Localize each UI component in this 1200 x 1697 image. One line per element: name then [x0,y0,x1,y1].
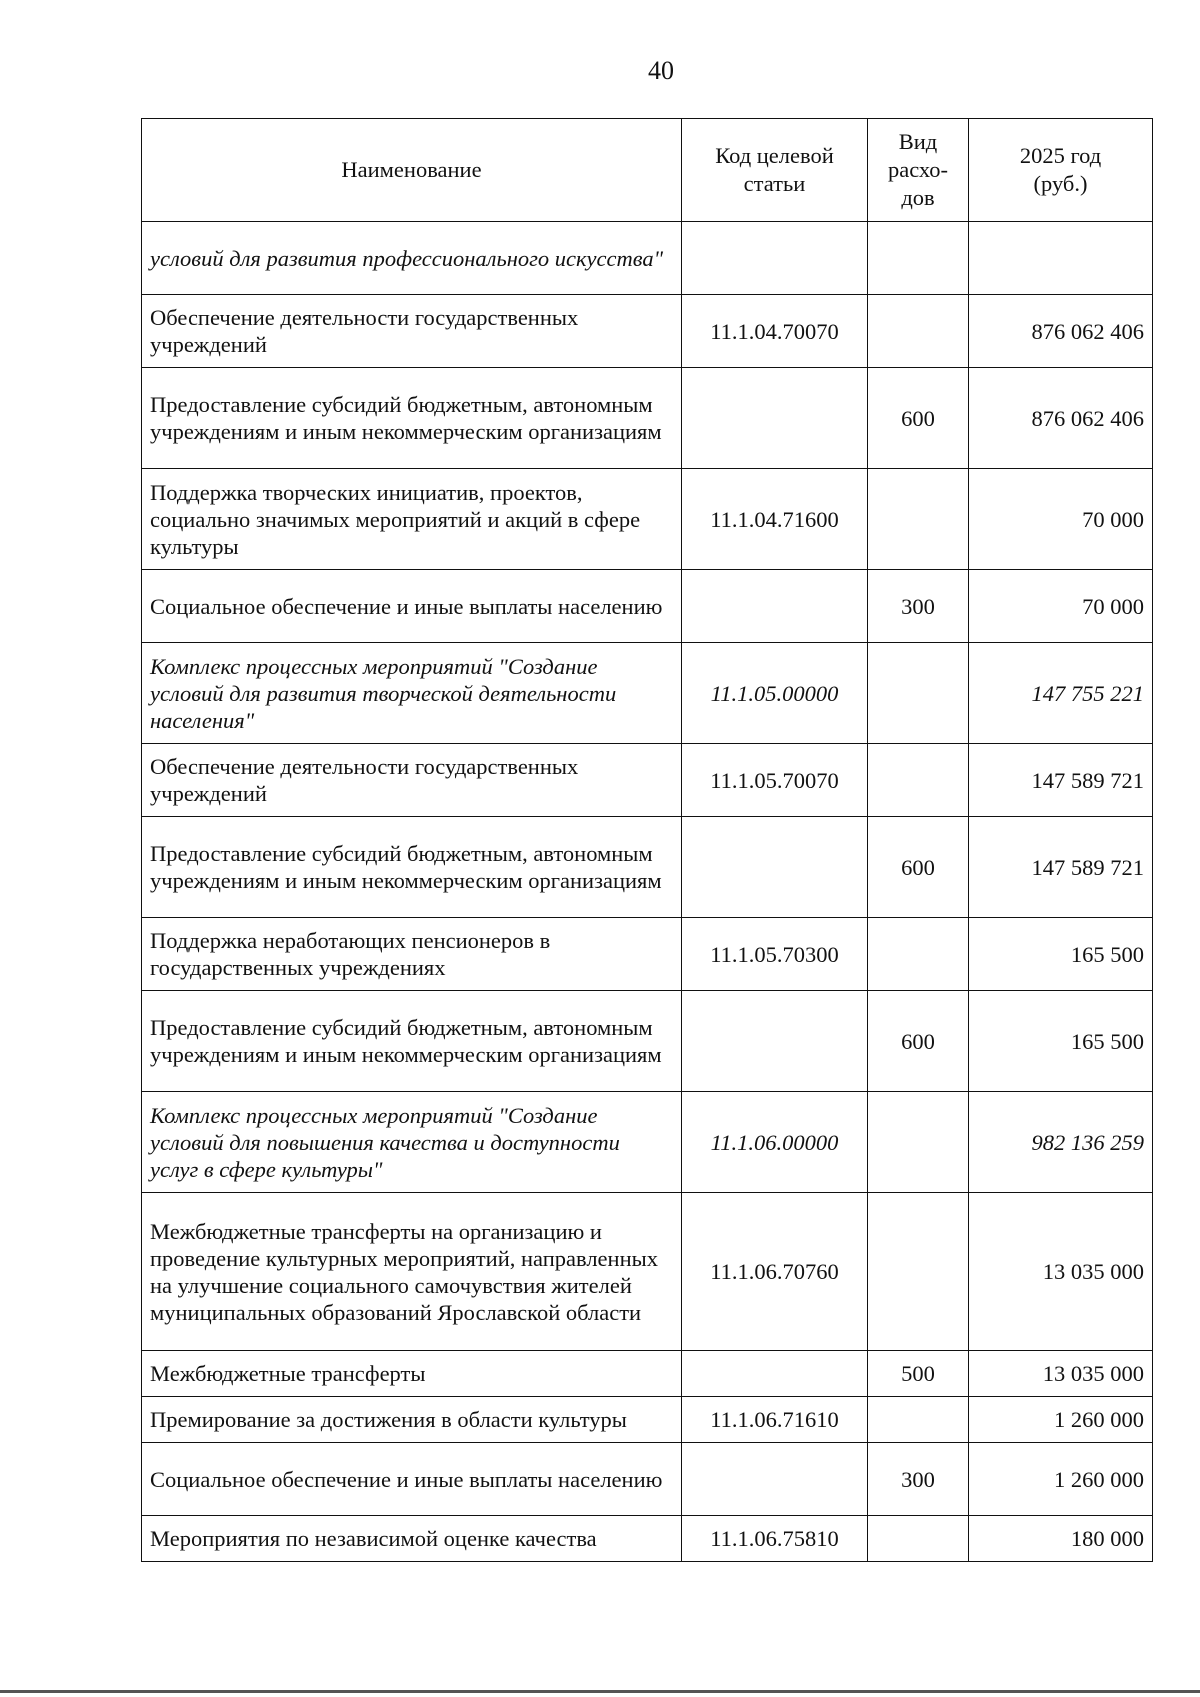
table-row [142,1092,1153,1193]
table-row [142,295,1153,368]
cell-sum: 876 062 406 [969,368,1153,469]
cell-sum: 165 500 [969,918,1153,991]
table-row [142,1443,1153,1516]
cell-kind [868,744,969,817]
table-row [142,817,1153,918]
cell-sum: 70 000 [969,570,1153,643]
cell-kind: 600 [868,368,969,469]
table-row [142,744,1153,817]
cell-sum: 147 755 221 [969,643,1153,744]
cell-sum: 70 000 [969,469,1153,570]
cell-name: Социальное обеспечение и иные выплаты населению [142,570,682,643]
cell-code: 11.1.05.70300 [682,918,868,991]
cell-sum: 982 136 259 [969,1092,1153,1193]
table-row [142,643,1153,744]
cell-code [682,1351,868,1397]
table-row [142,918,1153,991]
cell-code: 11.1.06.71610 [682,1397,868,1443]
cell-code [682,570,868,643]
cell-name: Межбюджетные трансферты [142,1351,682,1397]
scan-edge-line [0,1690,1200,1693]
cell-name: Предоставление субсидий бюджетным, автономным учреждениям и иным некоммерческим организациям [142,817,682,918]
table-row [142,1193,1153,1351]
cell-name: Комплекс процессных мероприятий "Создание условий для развития творческой деятельности населения" [142,643,682,744]
cell-sum: 13 035 000 [969,1351,1153,1397]
cell-sum: 180 000 [969,1516,1153,1562]
cell-kind [868,1193,969,1351]
cell-code [682,817,868,918]
cell-kind: 300 [868,1443,969,1516]
table-body [142,222,1153,1562]
cell-name: Премирование за достижения в области культуры [142,1397,682,1443]
cell-name: Комплекс процессных мероприятий "Создание условий для повышения качества и доступности услуг в сфере культуры" [142,1092,682,1193]
table-row [142,1516,1153,1562]
cell-sum: 876 062 406 [969,295,1153,368]
cell-kind [868,1397,969,1443]
cell-sum [969,222,1153,295]
table-row [142,1397,1153,1443]
cell-code [682,991,868,1092]
cell-kind: 600 [868,817,969,918]
header-kind: Вид расхо-дов [868,119,969,222]
cell-name: условий для развития профессионального искусства" [142,222,682,295]
cell-code: 11.1.06.70760 [682,1193,868,1351]
cell-code: 11.1.04.71600 [682,469,868,570]
cell-name: Поддержка неработающих пенсионеров в государственных учреждениях [142,918,682,991]
cell-name: Обеспечение деятельности государственных учреждений [142,295,682,368]
header-code: Код целевой статьи [682,119,868,222]
cell-kind [868,469,969,570]
cell-code: 11.1.06.00000 [682,1092,868,1193]
table-row [142,1351,1153,1397]
cell-kind [868,222,969,295]
cell-name: Предоставление субсидий бюджетным, автономным учреждениям и иным некоммерческим организациям [142,991,682,1092]
cell-name: Мероприятия по независимой оценке качества [142,1516,682,1562]
cell-kind: 600 [868,991,969,1092]
cell-code: 11.1.04.70070 [682,295,868,368]
table-row [142,570,1153,643]
cell-code [682,222,868,295]
cell-sum: 1 260 000 [969,1397,1153,1443]
cell-sum: 147 589 721 [969,744,1153,817]
cell-kind [868,1092,969,1193]
cell-kind: 300 [868,570,969,643]
cell-kind [868,1516,969,1562]
cell-code [682,368,868,469]
cell-kind [868,918,969,991]
cell-code: 11.1.06.75810 [682,1516,868,1562]
cell-sum: 147 589 721 [969,817,1153,918]
header-name: Наименование [142,119,682,222]
header-sum: 2025 год (руб.) [969,119,1153,222]
cell-kind [868,295,969,368]
table-row [142,991,1153,1092]
table-row [142,368,1153,469]
table-row [142,469,1153,570]
cell-sum: 13 035 000 [969,1193,1153,1351]
cell-name: Поддержка творческих инициатив, проектов, социально значимых мероприятий и акций в сфере культуры [142,469,682,570]
cell-sum: 1 260 000 [969,1443,1153,1516]
cell-name: Межбюджетные трансферты на организацию и проведение культурных мероприятий, направленных на улучшение социального самочувствия жителей муниципальных образований Ярославской области [142,1193,682,1351]
cell-code [682,1443,868,1516]
cell-kind [868,643,969,744]
cell-name: Обеспечение деятельности государственных учреждений [142,744,682,817]
cell-kind: 500 [868,1351,969,1397]
cell-code: 11.1.05.70070 [682,744,868,817]
budget-table [141,118,1153,1562]
page-number: 40 [648,56,674,85]
cell-code: 11.1.05.00000 [682,643,868,744]
cell-name: Социальное обеспечение и иные выплаты населению [142,1443,682,1516]
table-row [142,222,1153,295]
cell-name: Предоставление субсидий бюджетным, автономным учреждениям и иным некоммерческим организациям [142,368,682,469]
table-header-row [142,119,1153,222]
cell-sum: 165 500 [969,991,1153,1092]
